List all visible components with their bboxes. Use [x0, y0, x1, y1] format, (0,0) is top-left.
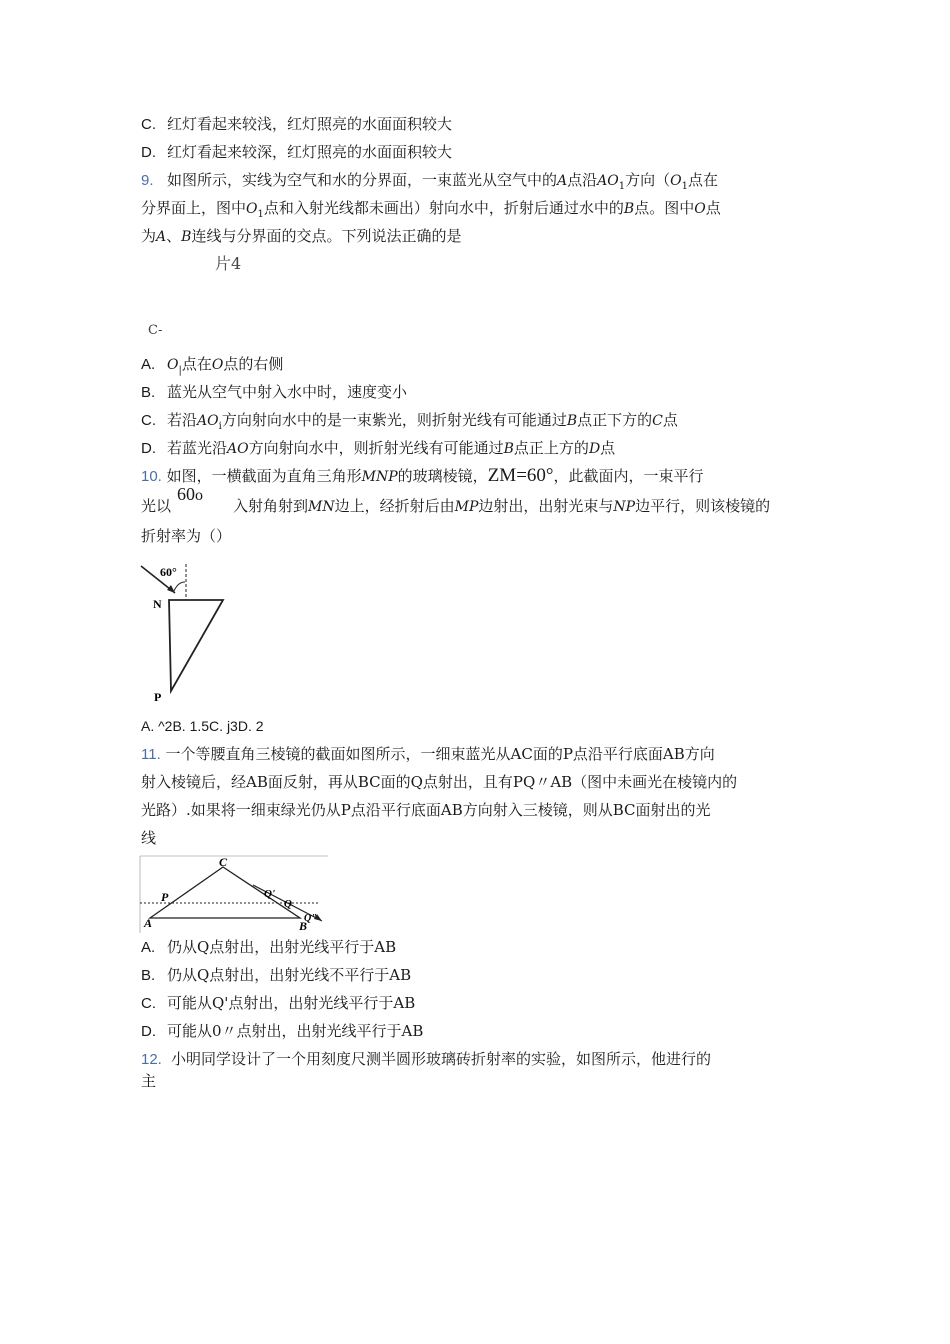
label-p: P [161, 890, 169, 904]
ray-arrow-icon [167, 585, 175, 593]
prism-triangle-abc [150, 867, 300, 918]
q12-line2: 主 [141, 1072, 157, 1090]
q10-number: 10. [141, 468, 162, 485]
option-d-prev: D. 红灯看起来较深，红灯照亮的水面面积较大 [141, 143, 453, 161]
q9-figure-text: 片4 [215, 254, 242, 273]
label-q-double-prime: Q" [304, 913, 317, 924]
q11-option-c: C. 可能从Q'点射出，出射光线平行于AB [141, 994, 416, 1012]
q9-number: 9. [141, 172, 154, 189]
q10-line3: 折射率为（） [141, 527, 232, 545]
prism-figure [138, 560, 238, 705]
q9-option-d: D. 若蓝光沿AO方向射向水中，则折射光线有可能通过B点正上方的D点 [141, 439, 616, 457]
q11-line4: 线 [141, 829, 157, 847]
q10-line1: 10. 如图，一横截面为直角三角形MNP的玻璃棱镜，ZM=60°，此截面内，一束平行 [141, 465, 704, 486]
q9-line2: 分界面上，图中$O_1$点和入射光线都未画出）射向水中，折射后通过水中的B点。图中O点 [141, 199, 721, 220]
label-q-prime: Q' [264, 888, 275, 900]
q11-line3: 光路）.如果将一细束绿光仍从P点沿平行底面AB方向射入三棱镜，则从BC面射出的光 [141, 801, 711, 819]
q11-line2: 射入棱镜后，经AB面反射，再从BC面的Q点射出，且有PQ〃AB（图中未画光在棱镜内的 [141, 773, 738, 791]
q9-line1: 9. 如图所示，实线为空气和水的分界面，一束蓝光从空气中的A点沿$AO_1$方向（$O_1$点在 [141, 171, 719, 192]
q10-sup-angle: 60o [177, 484, 203, 504]
q9-option-a: A. $O_|$点在O点的右侧 [141, 355, 284, 376]
label-b: B [299, 919, 308, 933]
q10-line2: 光以 入射角射到MN边上，经折射后由MP边射出，出射光束与NP边平行，则该棱镜的 [141, 497, 771, 515]
q9-figure-text-2: C- [148, 323, 163, 338]
q12-line1: 12. 小明同学设计了一个用刻度尺测半圆形玻璃砖折射率的实验，如图所示，他进行的 [141, 1050, 712, 1068]
angle-arc [174, 582, 185, 591]
q9-line3: 为A、B连线与分界面的交点。下列说法正确的是 [141, 227, 462, 245]
label-q: Q [284, 898, 292, 910]
q11-number: 11. [141, 746, 161, 763]
option-c-prev: C. 红灯看起来较浅，红灯照亮的水面面积较大 [141, 115, 453, 133]
q11-line1: 11. 一个等腰直角三棱镜的截面如图所示，一细束蓝光从AC面的P点沿平行底面AB方向 [141, 745, 715, 763]
q9-option-c: C. 若沿$AO_i$方向射向水中的是一束紫光，则折射光线有可能通过B点正下方的C点 [141, 411, 678, 432]
isosceles-prism-figure [138, 855, 330, 935]
q10-answers: A. ^2B. 1.5C. j3D. 2 [141, 718, 264, 734]
vertex-n-label: N [153, 597, 162, 611]
q12-number: 12. [141, 1051, 162, 1068]
q11-option-d: D. 可能从0〃点射出，出射光线平行于AB [141, 1022, 424, 1040]
q9-option-b: B. 蓝光从空气中射入水中时，速度变小 [141, 383, 408, 401]
prism-triangle [169, 600, 223, 691]
vertex-p-label: P [154, 690, 162, 704]
angle-label: 60° [160, 565, 177, 579]
label-a: A [144, 916, 153, 930]
label-c: C [219, 855, 228, 869]
q11-option-b: B. 仍从Q点射出，出射光线不平行于AB [141, 966, 412, 984]
q11-option-a: A. 仍从Q点射出，出射光线平行于AB [141, 938, 397, 956]
